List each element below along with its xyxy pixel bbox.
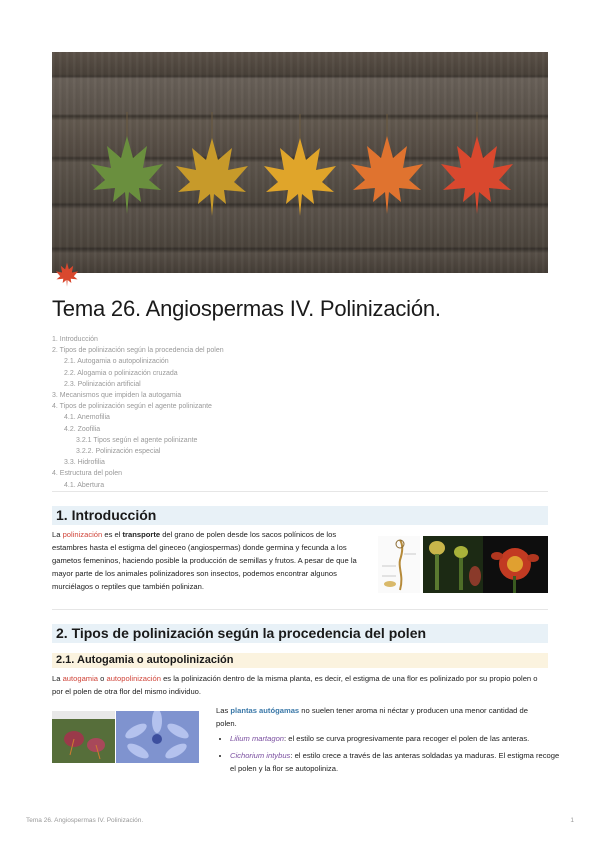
cover-image (52, 52, 548, 273)
section-heading-introduccion: 1. Introducción (52, 506, 548, 525)
toc-link[interactable]: 2.2. Alogamia o polinización cruzada (64, 369, 178, 377)
list-item: • Cichorium intybus: el estilo crece a través de las anteras soldadas ya maduras. El estigma recoge el polen y la flor se autopoliniza. (230, 749, 564, 775)
footer-title: Tema 26. Angiospermas IV. Polinización. (26, 817, 144, 824)
section-heading-tipos-procedencia: 2. Tipos de polinización según la procedencia del polen (52, 624, 548, 643)
list-item: • Lilium martagon: el estilo se curva progresivamente para recoger el polen de las anteras. (230, 732, 564, 745)
toc-link[interactable]: 3.2.1 Tipos según el agente polinizante (76, 436, 198, 444)
autogamia-examples-list (216, 732, 564, 779)
toc-link[interactable]: 1. Introducción (52, 336, 98, 343)
autogamia-paragraph: La autogamia o autopolinización es la polinización dentro de la misma planta, es decir, el estigma de una flor es polinizado por su propio polen o por el polen de otra flor del mismo individuo. (52, 674, 538, 696)
toc-link[interactable]: 2.3. Polinización artificial (64, 380, 141, 388)
toc-link[interactable]: 4. Tipos de polinización según el agente polinizante (52, 403, 212, 411)
flower-photo-image (423, 536, 548, 593)
lilium-photo-image (52, 711, 115, 763)
divider (52, 609, 548, 610)
pollen-diagram-image (378, 536, 420, 593)
divider (52, 491, 548, 492)
maple-leaf-icon (54, 262, 80, 288)
toc-link[interactable]: 3.3. Hidrofilia (64, 459, 105, 467)
toc-link[interactable]: 3.2.2. Polinización especial (76, 448, 161, 456)
subsection-heading-autogamia: 2.1. Autogamia o autopolinización (52, 653, 548, 668)
page-title: Tema 26. Angiospermas IV. Polinización. (52, 296, 441, 321)
page-number: 1 (570, 817, 574, 824)
toc-link[interactable]: 2.1. Autogamia o autopolinización (64, 358, 169, 366)
table-of-contents (52, 334, 548, 491)
toc-link[interactable]: 2. Tipos de polinización según la procedencia del polen (52, 347, 224, 355)
toc-link[interactable]: 4. Estructura del polen (52, 470, 123, 478)
maple-leaves-illustration (52, 52, 548, 273)
plantas-autogamas-paragraph: Las plantas autógamas no suelen tener aroma ni néctar y producen una menor cantidad de polen. (216, 706, 528, 728)
cichorium-photo-image (116, 711, 199, 763)
intro-paragraph: La polinización es el transporte del grano de polen desde los sacos polínicos de los estambres hasta el estigma del gineceo (angiospermas) donde germina y fecunda a los gametos femeninos, haciendo posible la producción de semillas y frutos. A pesar de que la mayor parte de los animales polinizadores son insectos, podemos encontrar algunos murciélagos o reptiles que también polinizan. (52, 530, 357, 591)
toc-link[interactable]: 3. Mecanismos que impiden la autogamia (52, 392, 182, 400)
toc-link[interactable]: 4.1. Anemofilia (64, 414, 110, 422)
toc-link[interactable]: 4.1. Abertura (64, 481, 105, 489)
toc-link[interactable]: 4.2. Zoofilia (64, 425, 101, 433)
